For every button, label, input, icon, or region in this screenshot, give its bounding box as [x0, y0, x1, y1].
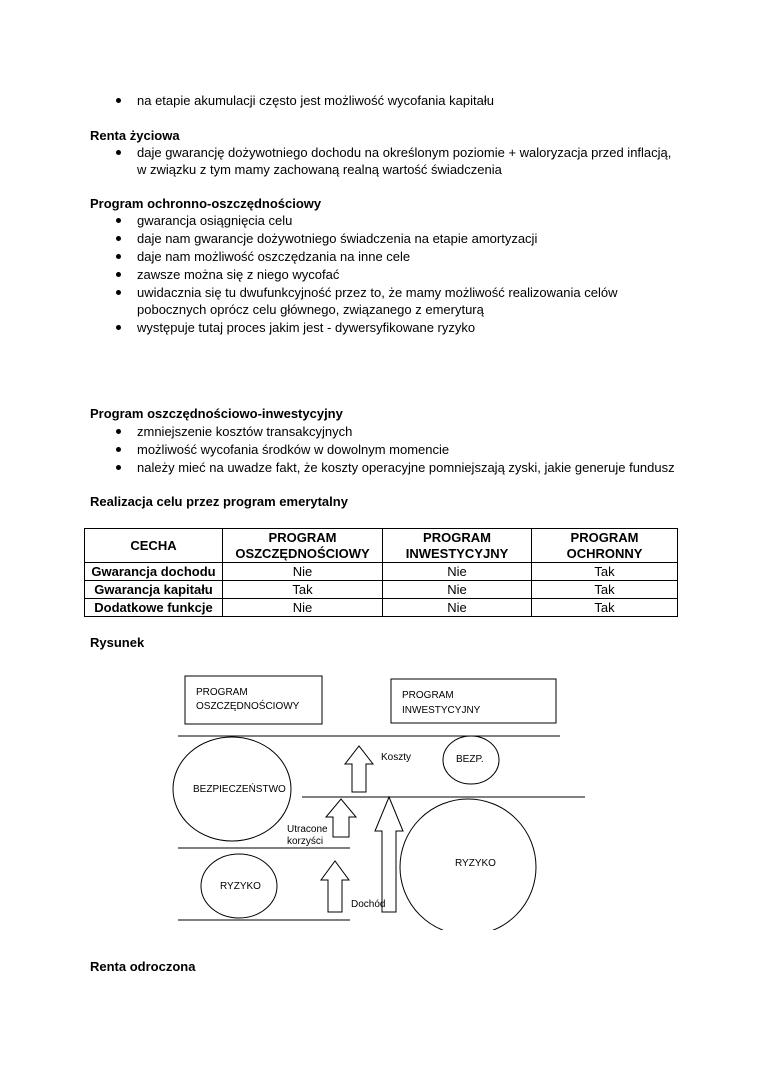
arrow-utracone-korzysci: [326, 799, 356, 837]
heading-rysunek: Rysunek: [90, 635, 145, 650]
arrow-koszty: [345, 746, 373, 792]
table-header-row: [85, 529, 678, 563]
label-ryzyko-large: RYZYKO: [455, 858, 496, 869]
table-header-inwestycyjny: PROGRAM INWESTYCYJNY: [383, 529, 532, 563]
bullet-marker: [116, 290, 121, 295]
table-cell: Tak: [532, 581, 678, 599]
bullet-marker: [116, 150, 121, 155]
box-right-text-line1: PROGRAM: [402, 690, 454, 701]
table-row: [85, 563, 678, 581]
table-cell-label: Gwarancja kapitału: [85, 581, 223, 599]
table-cell: Nie: [223, 599, 383, 617]
list-item: zawsze można się z niego wycofać: [137, 267, 340, 282]
arrow-dochod-tall: [375, 797, 403, 912]
intro-bullet-text: na etapie akumulacji często jest możliwość wycofania kapitału: [137, 93, 494, 108]
bullet-marker: [116, 325, 121, 330]
comparison-table: [84, 528, 678, 617]
table-header-ochronny: PROGRAM OCHRONNY: [532, 529, 678, 563]
table-row: [85, 599, 678, 617]
table-cell: Tak: [532, 599, 678, 617]
bullet-marker: [116, 429, 121, 434]
bullet-marker: [116, 465, 121, 470]
list-item: daje nam gwarancje dożywotniego świadczenia na etapie amortyzacji: [137, 231, 538, 246]
table-cell: Tak: [223, 581, 383, 599]
list-item-continuation: pobocznych oprócz celu głównego, związanego z emeryturą: [137, 302, 484, 317]
diagram-figure: [0, 660, 760, 930]
label-bezpieczenstwo: BEZPIECZEŃSTWO: [193, 784, 286, 795]
arrow-dochod-short: [321, 861, 349, 912]
list-item: gwarancja osiągnięcia celu: [137, 213, 293, 228]
table-header-cecha: CECHA: [85, 529, 223, 563]
heading-program-oszczednosciowo: Program oszczędnościowo-inwestycyjny: [90, 406, 343, 421]
heading-realizacja: Realizacja celu przez program emerytalny: [90, 494, 348, 509]
table-row: [85, 581, 678, 599]
table-header-oszczednosciowy: PROGRAM OSZCZĘDNOŚCIOWY: [223, 529, 383, 563]
heading-program-ochronno: Program ochronno-oszczędnościowy: [90, 196, 322, 211]
bullet-marker: [116, 98, 121, 103]
bullet-marker: [116, 254, 121, 259]
table-cell: Nie: [383, 563, 532, 581]
box-right-text-line2: INWESTYCYJNY: [402, 705, 481, 716]
renta-zyciowa-line1: daje gwarancję dożywotniego dochodu na określonym poziomie + waloryzacja przed inflacją,: [137, 145, 672, 160]
table-cell: Nie: [223, 563, 383, 581]
box-program-inwestycyjny: [391, 679, 556, 723]
label-bezp: BEZP.: [456, 754, 484, 765]
label-korzysci: korzyści: [287, 836, 324, 847]
bullet-marker: [116, 218, 121, 223]
label-utracone: Utracone: [287, 824, 328, 835]
list-item: zmniejszenie kosztów transakcyjnych: [137, 424, 353, 439]
label-koszty: Koszty: [381, 752, 412, 763]
table-cell: Nie: [383, 599, 532, 617]
box-program-oszczednosciowy: [185, 676, 322, 724]
list-item: możliwość wycofania środków w dowolnym momencie: [137, 442, 450, 457]
table-cell: Tak: [532, 563, 678, 581]
renta-zyciowa-line2: w związku z tym mamy zachowaną realną wartość świadczenia: [137, 162, 502, 177]
bullet-marker: [116, 447, 121, 452]
heading-renta-zyciowa: Renta życiowa: [90, 128, 180, 143]
table-cell: Nie: [383, 581, 532, 599]
box-left-text-line2: OSZCZĘDNOŚCIOWY: [196, 701, 300, 712]
label-dochod: Dochód: [351, 899, 386, 910]
list-item: daje nam możliwość oszczędzania na inne cele: [137, 249, 411, 264]
label-ryzyko-small: RYZYKO: [220, 881, 261, 892]
table-cell-label: Gwarancja dochodu: [85, 563, 223, 581]
heading-renta-odroczona: Renta odroczona: [90, 959, 196, 974]
bullet-marker: [116, 272, 121, 277]
list-item: występuje tutaj proces jakim jest - dywersyfikowane ryzyko: [137, 320, 476, 335]
table-cell-label: Dodatkowe funkcje: [85, 599, 223, 617]
bullet-marker: [116, 236, 121, 241]
list-item: należy mieć na uwadze fakt, że koszty operacyjne pomniejszają zyski, jakie generuje fundusz: [137, 460, 675, 475]
box-left-text-line1: PROGRAM: [196, 687, 248, 698]
list-item: uwidacznia się tu dwufunkcyjność przez to, że mamy możliwość realizowania celów: [137, 285, 618, 300]
